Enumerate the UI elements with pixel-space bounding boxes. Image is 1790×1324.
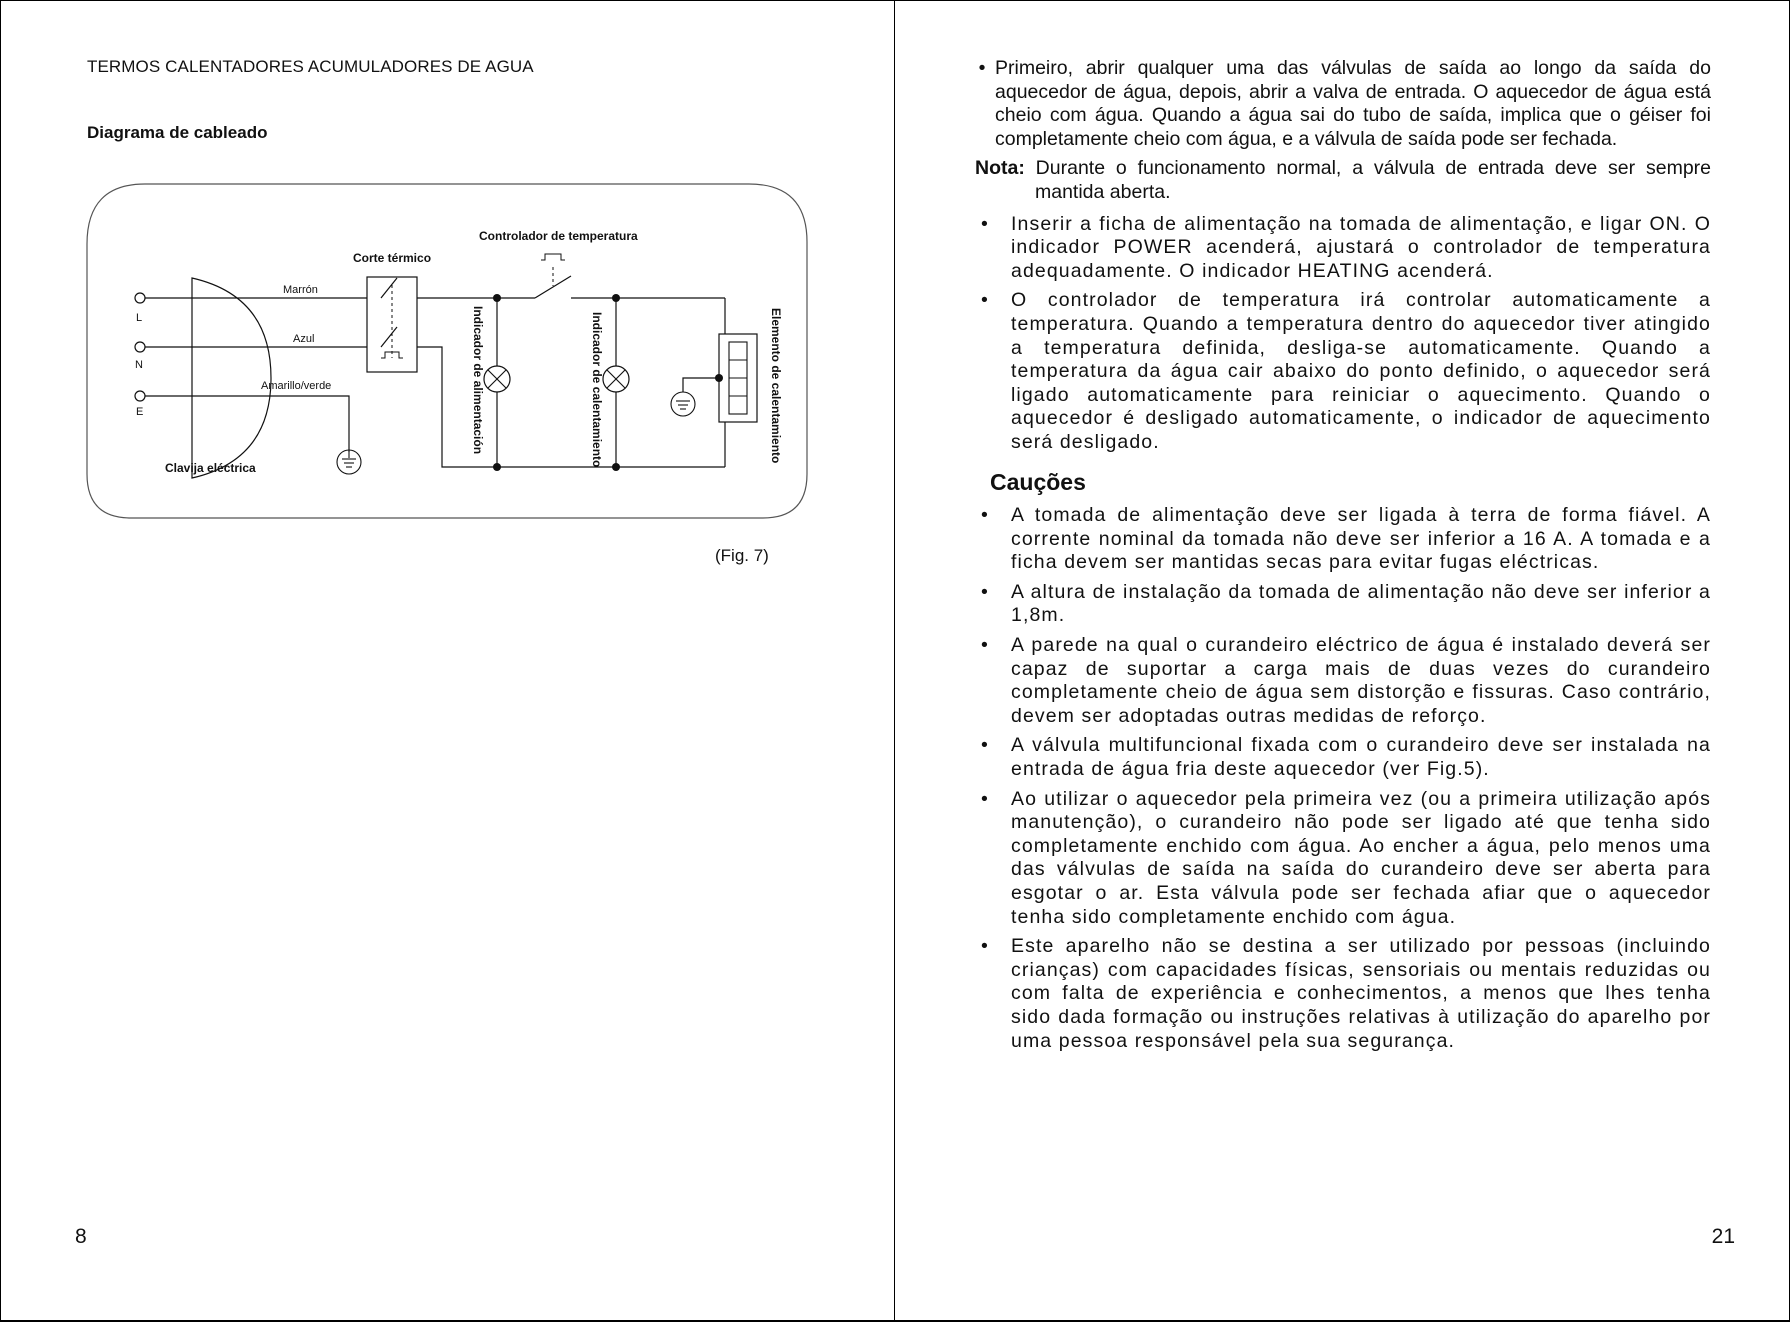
- wire-label-yellow-green: Amarillo/verde: [261, 380, 332, 392]
- bullet-text: A válvula multifuncional fixada com o curandeiro deve ser instalada na entrada de água fria deste aquecedor (ver Fig.5).: [1011, 734, 1711, 781]
- list-item: [975, 788, 1711, 930]
- bullet-text: O controlador de temperatura irá controlar automaticamente a temperatura. Quando a temperatura dentro do aquecedor tiver atingido a temperatura definida, desliga-se automaticamente. Quando a temperatura da água cair abaixo do ponto definido, o aquecedor será ligado automaticamente para reiniciar o aquecimento. Quando o aquecedor é desligado automaticamente, o indicador de aquecimento será desligado.: [1011, 289, 1711, 453]
- bullet-text: Primeiro, abrir qualquer uma das válvulas de saída ao longo da saída do aquecedor de água, depois, abrir a valva de entrada. O aquecedor de água está cheio com água. Quando a água sai do tubo de saída, implica que o géiser foi completamente cheio com água, e a válvula de saída pode ser fechada.: [995, 57, 1711, 150]
- list-item: [975, 213, 1711, 284]
- list-item: [975, 935, 1711, 1053]
- bullet-text: A altura de instalação da tomada de alimentação não deve ser inferior a 1,8m.: [1011, 580, 1711, 627]
- bullet-text: A parede na qual o curandeiro eléctrico de água é instalado deverá ser capaz de suportar a carga mais de duas vezes do curandeiro completamente cheio de água sem distorção e fissuras. Caso contrário, devem ser adoptadas outras medidas de reforço.: [1011, 634, 1711, 727]
- temperature-controller-label: Controlador de temperatura: [479, 229, 638, 243]
- thermal-cutoff-label: Corte térmico: [353, 251, 432, 265]
- heating-indicator-label: Indicador de calentamiento: [590, 312, 604, 468]
- bullet-text: Inserir a ficha de alimentação na tomada de alimentação, e ligar ON. O indicador POWER acenderá, ajustará o controlador de temperatura adequadamente. O indicador HEATING acenderá.: [1011, 212, 1711, 282]
- wire-label-blue: Azul: [293, 333, 315, 345]
- right-page: [895, 0, 1790, 1322]
- figure-label: (Fig. 7): [715, 546, 769, 565]
- list-item: [975, 634, 1711, 728]
- terminal-n-label: N: [135, 359, 143, 371]
- section-title: Diagrama de cableado: [87, 123, 268, 142]
- bullet-icon: •: [981, 212, 989, 235]
- instructions-column: [975, 57, 1711, 1059]
- plug-body: [192, 278, 271, 478]
- list-item: [975, 734, 1711, 781]
- power-indicator-label: Indicador de alimentación: [471, 306, 485, 455]
- ground-symbol-element: [671, 392, 695, 416]
- bullet-icon: •: [981, 787, 989, 810]
- note-label: Nota:: [975, 157, 1025, 180]
- page-number-left: 8: [75, 1225, 87, 1248]
- list-item: [975, 504, 1711, 575]
- plug-label: Clavija eléctrica: [165, 461, 256, 475]
- list-item: [975, 581, 1711, 628]
- bullet-text: Este aparelho não se destina a ser utilizado por pessoas (incluindo crianças) com capacidades físicas, sensoriais ou mentais reduzidas ou com falta de experiência e conhecimentos, a menos que lhes tenha sido dada formação ou instruções relativas à utilização do aparelho por uma pessoa responsável pela sua segurança.: [1011, 935, 1711, 1052]
- bullet-icon: •: [981, 935, 989, 958]
- heating-element-label: Elemento de calentamiento: [769, 308, 783, 464]
- cautions-heading: Cauções: [990, 468, 1086, 495]
- ground-symbol-plug: [337, 450, 361, 474]
- power-indicator-lamp: [484, 366, 510, 392]
- page-number-right: 21: [1711, 1225, 1735, 1248]
- list-item: [975, 57, 1711, 151]
- terminal-l: [135, 293, 145, 324]
- terminal-l-label: L: [136, 312, 143, 324]
- terminal-e: [135, 391, 145, 418]
- terminal-n: [135, 342, 145, 371]
- bullet-icon: •: [981, 289, 989, 312]
- bullet-text: A tomada de alimentação deve ser ligada à terra de forma fiável. A corrente nominal da tomada não deve ser inferior a 16 A. A tomada e a ficha devem ser mantidas secas para evitar fugas eléctricas.: [1011, 504, 1711, 574]
- bullet-icon: •: [978, 57, 986, 79]
- wiring-diagram: [85, 182, 809, 522]
- terminal-e-label: E: [136, 406, 144, 418]
- bullet-icon: •: [981, 580, 989, 603]
- bullet-text: Ao utilizar o aquecedor pela primeira vez (ou a primeira utilização após manutenção), o curandeiro não pode ser ligado até que tenha sido completamente enchido com água. Ao encher a água, pelo menos uma das válvulas de saída na saída do curandeiro deve ser aberta para esgotar o ar. Esta válvula pode ser fechada afiar que o aquecedor tenha sido completamente enchido com água.: [1011, 787, 1711, 928]
- bullet-icon: •: [981, 504, 989, 527]
- bullet-icon: •: [981, 634, 989, 657]
- heating-indicator-lamp: [603, 366, 629, 392]
- list-item: [975, 289, 1711, 454]
- wire-label-brown: Marrón: [283, 284, 318, 296]
- note-text: Durante o funcionamento normal, a válvula de entrada deve ser sempre mantida aberta.: [1035, 157, 1711, 203]
- running-header: TERMOS CALENTADORES ACUMULADORES DE AGUA: [87, 57, 534, 76]
- bullet-icon: •: [981, 734, 989, 757]
- left-page: [0, 0, 895, 1322]
- note: [975, 157, 1711, 204]
